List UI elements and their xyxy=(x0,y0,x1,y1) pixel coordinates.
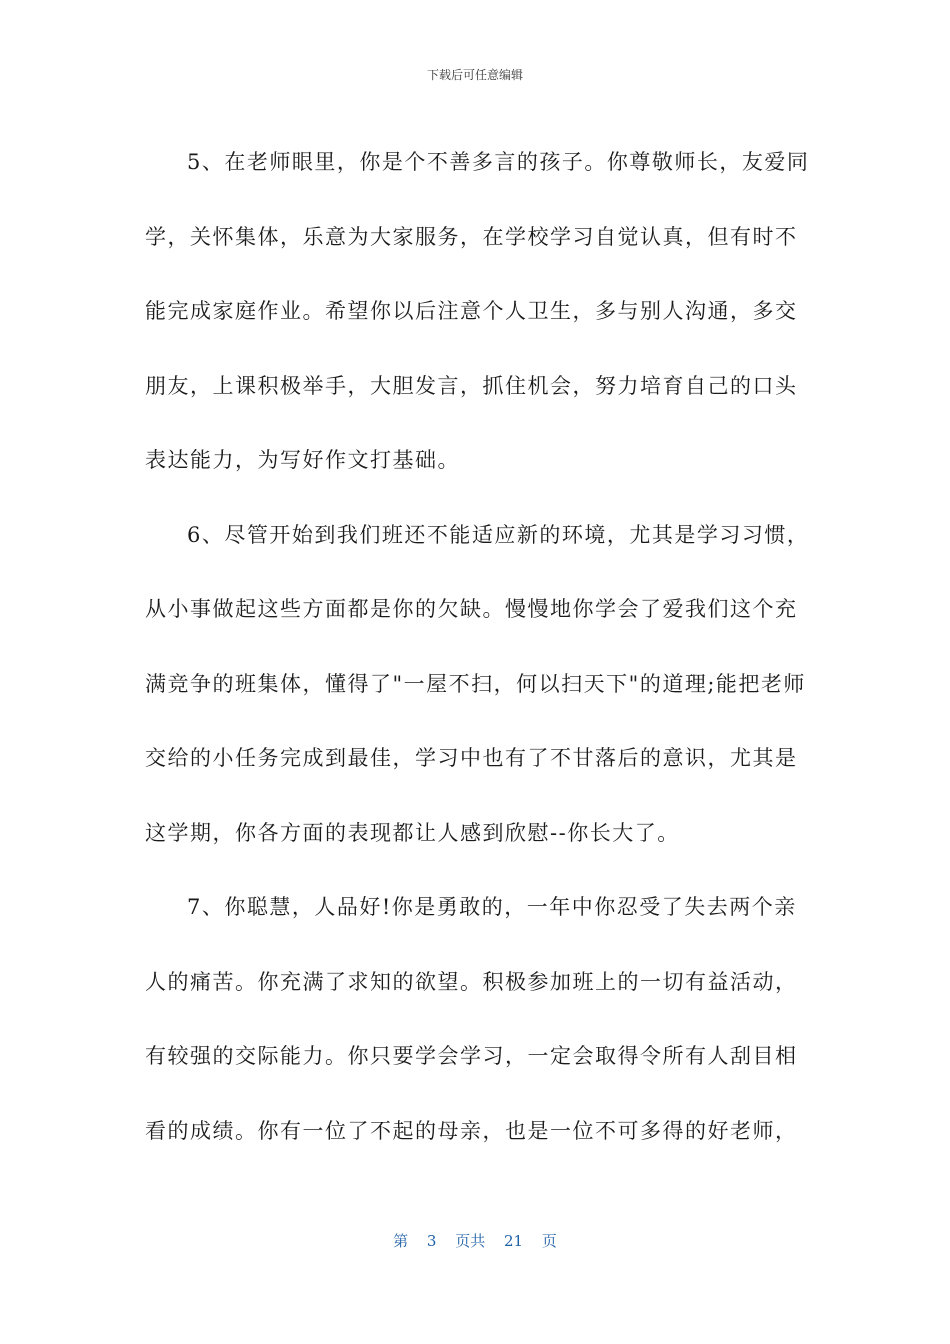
footer-prefix: 第 xyxy=(393,1232,409,1250)
footer-total-pages: 21 xyxy=(504,1232,524,1250)
paragraph-5: 5、在老师眼里，你是个不善多言的孩子。你尊敬师长，友爱同学，关怀集体，乐意为大家服务，在学校学习自觉认真，但有时不能完成家庭作业。希望你以后注意个人卫生，多与别人沟通，多交朋友，上课积极举手，大胆发言，抓住机会，努力培育自己的口头表达能力，为写好作文打基础。 xyxy=(145,150,810,472)
page-header: 下载后可任意编辑 xyxy=(426,68,523,82)
paragraph-7: 7、你聪慧，人品好!你是勇敢的，一年中你忍受了失去两个亲人的痛苦。你充满了求知的欲望。积极参加班上的一切有益活动，有较强的交际能力。你只要学会学习，一定会取得令所有人刮目相看的成绩。你有一位了不起的母亲，也是一位不可多得的好老师， xyxy=(145,895,798,1143)
footer-current-page: 3 xyxy=(426,1232,437,1250)
paragraph-6: 6、尽管开始到我们班还不能适应新的环境，尤其是学习习惯，从小事做起这些方面都是你的欠缺。慢慢地你学会了爱我们这个充满竞争的班集体，懂得了"一屋不扫，何以扫天下"的道理;能把老师交给的小任务完成到最佳，学习中也有了不甘落后的意识，尤其是这学期，你各方面的表现都让人感到欣慰--你长大了。 xyxy=(145,522,810,845)
footer-suffix: 页 xyxy=(541,1232,557,1250)
page-footer xyxy=(0,1230,950,1251)
footer-middle: 页共 xyxy=(455,1232,486,1250)
document-body xyxy=(145,125,810,1168)
